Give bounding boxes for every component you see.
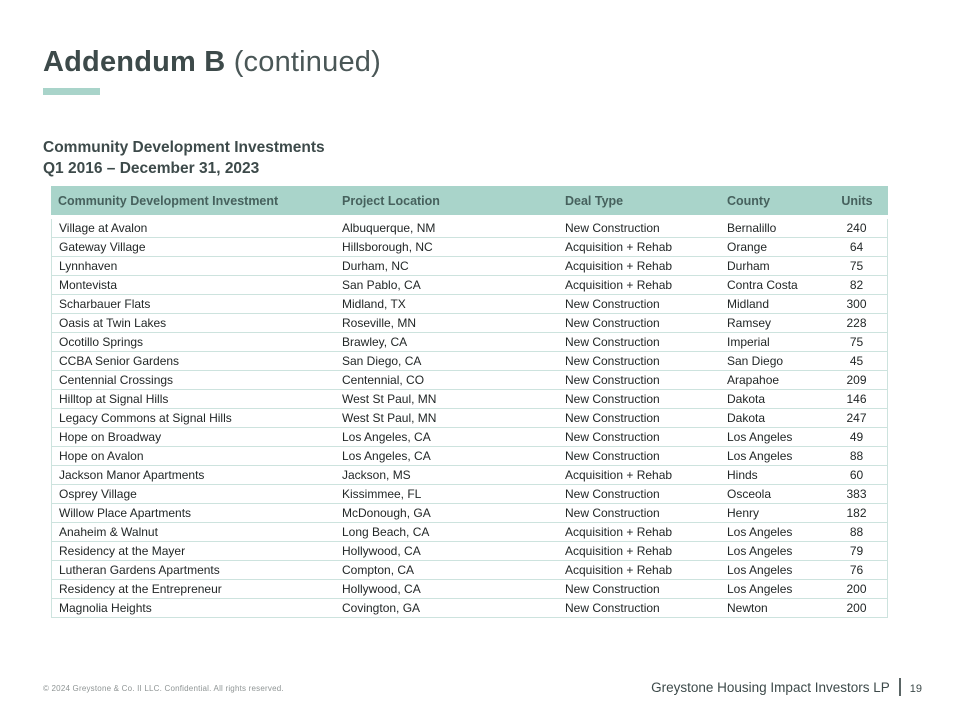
cell-county: San Diego: [720, 352, 826, 371]
cell-location: Midland, TX: [335, 295, 558, 314]
cell-units: 228: [826, 314, 888, 333]
cell-county: Bernalillo: [720, 219, 826, 238]
cell-units: 45: [826, 352, 888, 371]
cell-deal-type: New Construction: [558, 599, 720, 618]
cell-county: Durham: [720, 257, 826, 276]
table-row: [51, 276, 888, 295]
cell-county: Contra Costa: [720, 276, 826, 295]
cell-investment: Centennial Crossings: [51, 371, 335, 390]
page-number: 19: [909, 682, 922, 695]
cell-location: Covington, GA: [335, 599, 558, 618]
cell-investment: CCBA Senior Gardens: [51, 352, 335, 371]
cell-deal-type: Acquisition + Rehab: [558, 542, 720, 561]
table-row: [51, 580, 888, 599]
cell-county: Orange: [720, 238, 826, 257]
table-row: [51, 390, 888, 409]
cell-units: 88: [826, 523, 888, 542]
cell-units: 182: [826, 504, 888, 523]
column-header-location: Project Location: [335, 186, 558, 219]
cell-investment: Gateway Village: [51, 238, 335, 257]
cell-location: Compton, CA: [335, 561, 558, 580]
cell-county: Dakota: [720, 409, 826, 428]
cell-investment: Willow Place Apartments: [51, 504, 335, 523]
cell-investment: Hope on Broadway: [51, 428, 335, 447]
cell-units: 383: [826, 485, 888, 504]
cell-location: Los Angeles, CA: [335, 447, 558, 466]
table-header-row: [51, 186, 888, 219]
cell-location: Long Beach, CA: [335, 523, 558, 542]
table-row: [51, 352, 888, 371]
cell-units: 49: [826, 428, 888, 447]
cell-location: Hillsborough, NC: [335, 238, 558, 257]
cell-investment: Magnolia Heights: [51, 599, 335, 618]
footer-right: [651, 678, 922, 696]
table-row: [51, 428, 888, 447]
cell-investment: Lutheran Gardens Apartments: [51, 561, 335, 580]
cell-units: 240: [826, 219, 888, 238]
cell-deal-type: New Construction: [558, 352, 720, 371]
table-row: [51, 485, 888, 504]
page-title: [43, 44, 381, 80]
table-title-line2: Q1 2016 – December 31, 2023: [43, 160, 260, 177]
cell-county: Newton: [720, 599, 826, 618]
cell-county: Midland: [720, 295, 826, 314]
cell-deal-type: Acquisition + Rehab: [558, 238, 720, 257]
cell-deal-type: Acquisition + Rehab: [558, 523, 720, 542]
column-header-county: County: [720, 186, 826, 219]
cell-investment: Hope on Avalon: [51, 447, 335, 466]
cell-location: San Diego, CA: [335, 352, 558, 371]
table-row: [51, 409, 888, 428]
cell-deal-type: New Construction: [558, 333, 720, 352]
cell-location: Brawley, CA: [335, 333, 558, 352]
table-header: [51, 186, 888, 219]
table-row: [51, 371, 888, 390]
column-header-deal-type: Deal Type: [558, 186, 720, 219]
cell-deal-type: New Construction: [558, 580, 720, 599]
cell-location: West St Paul, MN: [335, 390, 558, 409]
cell-location: Roseville, MN: [335, 314, 558, 333]
cell-county: Los Angeles: [720, 580, 826, 599]
cell-deal-type: New Construction: [558, 295, 720, 314]
table-row: [51, 295, 888, 314]
copyright-notice: © 2024 Greystone & Co. II LLC. Confidential. All rights reserved.: [43, 684, 284, 693]
cell-county: Imperial: [720, 333, 826, 352]
cell-location: Centennial, CO: [335, 371, 558, 390]
cell-location: Los Angeles, CA: [335, 428, 558, 447]
cell-units: 300: [826, 295, 888, 314]
accent-underline-bar: [43, 88, 100, 95]
cell-county: Los Angeles: [720, 561, 826, 580]
cell-deal-type: New Construction: [558, 428, 720, 447]
footer-company-name: Greystone Housing Impact Investors LP: [651, 679, 890, 695]
cell-county: Los Angeles: [720, 447, 826, 466]
cell-deal-type: New Construction: [558, 219, 720, 238]
cell-investment: Lynnhaven: [51, 257, 335, 276]
cell-units: 82: [826, 276, 888, 295]
cell-location: Hollywood, CA: [335, 580, 558, 599]
footer-separator: [899, 678, 901, 696]
column-header-investment: Community Development Investment: [51, 186, 335, 219]
cell-deal-type: New Construction: [558, 409, 720, 428]
table-row: [51, 599, 888, 618]
table-row: [51, 219, 888, 238]
cell-investment: Oasis at Twin Lakes: [51, 314, 335, 333]
cell-units: 75: [826, 333, 888, 352]
cell-investment: Legacy Commons at Signal Hills: [51, 409, 335, 428]
table-row: [51, 466, 888, 485]
cell-units: 76: [826, 561, 888, 580]
cell-units: 247: [826, 409, 888, 428]
cell-county: Henry: [720, 504, 826, 523]
cell-units: 88: [826, 447, 888, 466]
cell-location: Kissimmee, FL: [335, 485, 558, 504]
investments-table: [51, 186, 888, 618]
table-row: [51, 504, 888, 523]
cell-county: Ramsey: [720, 314, 826, 333]
cell-investment: Montevista: [51, 276, 335, 295]
cell-location: San Pablo, CA: [335, 276, 558, 295]
table-row: [51, 333, 888, 352]
cell-location: Hollywood, CA: [335, 542, 558, 561]
cell-deal-type: Acquisition + Rehab: [558, 257, 720, 276]
cell-deal-type: New Construction: [558, 447, 720, 466]
page-title-suffix: (continued): [225, 46, 381, 78]
cell-deal-type: New Construction: [558, 314, 720, 333]
cell-location: Jackson, MS: [335, 466, 558, 485]
table-row: [51, 257, 888, 276]
cell-investment: Residency at the Entrepreneur: [51, 580, 335, 599]
cell-county: Arapahoe: [720, 371, 826, 390]
cell-deal-type: New Construction: [558, 371, 720, 390]
table-row: [51, 542, 888, 561]
cell-units: 209: [826, 371, 888, 390]
table-row: [51, 523, 888, 542]
cell-county: Los Angeles: [720, 428, 826, 447]
cell-units: 64: [826, 238, 888, 257]
cell-location: McDonough, GA: [335, 504, 558, 523]
page-title-main: Addendum B: [43, 46, 226, 78]
cell-location: Durham, NC: [335, 257, 558, 276]
cell-investment: Ocotillo Springs: [51, 333, 335, 352]
cell-units: 79: [826, 542, 888, 561]
cell-investment: Osprey Village: [51, 485, 335, 504]
column-header-units: Units: [826, 186, 888, 219]
cell-deal-type: Acquisition + Rehab: [558, 561, 720, 580]
table-title-line1: Community Development Investments: [43, 139, 325, 156]
cell-investment: Village at Avalon: [51, 219, 335, 238]
table-body: [51, 219, 888, 618]
table-row: [51, 238, 888, 257]
cell-location: West St Paul, MN: [335, 409, 558, 428]
cell-investment: Anaheim & Walnut: [51, 523, 335, 542]
cell-units: 75: [826, 257, 888, 276]
cell-units: 146: [826, 390, 888, 409]
cell-units: 200: [826, 599, 888, 618]
cell-deal-type: Acquisition + Rehab: [558, 276, 720, 295]
cell-county: Dakota: [720, 390, 826, 409]
cell-deal-type: New Construction: [558, 504, 720, 523]
cell-county: Osceola: [720, 485, 826, 504]
cell-investment: Hilltop at Signal Hills: [51, 390, 335, 409]
cell-investment: Jackson Manor Apartments: [51, 466, 335, 485]
cell-county: Los Angeles: [720, 523, 826, 542]
table-row: [51, 447, 888, 466]
cell-units: 200: [826, 580, 888, 599]
table-row: [51, 561, 888, 580]
table-title: [43, 137, 325, 179]
cell-investment: Residency at the Mayer: [51, 542, 335, 561]
cell-location: Albuquerque, NM: [335, 219, 558, 238]
cell-county: Hinds: [720, 466, 826, 485]
cell-investment: Scharbauer Flats: [51, 295, 335, 314]
cell-deal-type: New Construction: [558, 390, 720, 409]
cell-deal-type: Acquisition + Rehab: [558, 466, 720, 485]
cell-deal-type: New Construction: [558, 485, 720, 504]
cell-units: 60: [826, 466, 888, 485]
table-row: [51, 314, 888, 333]
cell-county: Los Angeles: [720, 542, 826, 561]
